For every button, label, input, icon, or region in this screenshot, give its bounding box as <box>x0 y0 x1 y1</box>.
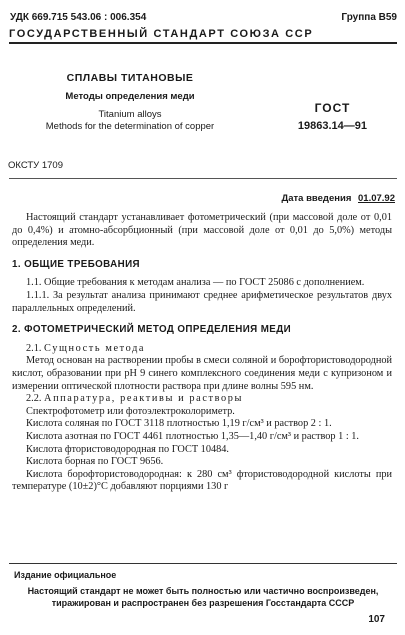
clause-2-1-number: 2.1. <box>26 342 42 354</box>
clause-2-2-heading <box>12 393 392 406</box>
page-number: 107 <box>368 614 385 625</box>
okstu-code: ОКСТУ 1709 <box>8 160 63 171</box>
section-1-heading: 1. ОБЩИЕ ТРЕБОВАНИЯ <box>12 258 140 270</box>
udk-code: УДК 669.715 543.06 : 006.354 <box>10 12 147 23</box>
section-2-heading: 2. ФОТОМЕТРИЧЕСКИЙ МЕТОД ОПРЕДЕЛЕНИЯ МЕДИ <box>12 324 292 336</box>
effective-date-value: 01.07.92 <box>358 193 395 204</box>
intro-paragraph: Настоящий стандарт устанавливает фотометрический (при массовой доле от 0,01 до 0,4%) и атомно-абсорбционный (при массовой доле от 0,01 до 5,0%) методы определения меди. <box>12 212 392 249</box>
document-subtitle: Методы определения меди <box>65 91 195 102</box>
reagent-item: Спектрофотометр или фотоэлектроколориметр. <box>26 405 235 417</box>
clause-1-1-1: 1.1.1. За результат анализа принимают среднее арифметическое результатов двух параллельных определений. <box>12 289 392 314</box>
document-title: СПЛАВЫ ТИТАНОВЫЕ <box>66 72 194 84</box>
clause-2-2-number: 2.2. <box>26 393 42 405</box>
title-block <box>30 72 230 132</box>
clause-2-1-text: Метод основан на растворении пробы в смеси соляной и борофтористоводородной кислот, образовании при рН 9 синего комплексного соединения меди с купризоном и измерении оптической плотности раствора при длине волны 595 нм. <box>12 355 392 392</box>
gost-designation <box>298 101 367 132</box>
effective-date-label: Дата введения <box>281 193 352 204</box>
reagent-item: Кислота соляная по ГОСТ 3118 плотностью 1,19 г/см³ и раствор 2 : 1. <box>26 418 332 430</box>
reagent-item: Кислота борная по ГОСТ 9656. <box>26 456 164 468</box>
reagent-item: Кислота борофтористоводородная: к 280 см³ фтористоводородной кислоты при температуре (10±2)°С добавляют порциями 130 г <box>12 468 392 493</box>
divider-rule <box>9 178 397 179</box>
english-title: Titanium alloys <box>98 109 162 120</box>
reagent-item: Кислота фтористоводородная по ГОСТ 10484. <box>26 443 229 455</box>
footer-rule <box>9 563 397 564</box>
document-body <box>12 212 392 494</box>
clause-2-1-title: Сущность метода <box>44 342 146 354</box>
header-rule <box>9 42 397 44</box>
english-subtitle: Methods for the determination of copper <box>45 121 215 132</box>
gost-number: 19863.14—91 <box>297 120 367 132</box>
copyright-note: Настоящий стандарт не может быть полностью или частично воспроизведен, тиражирован и распространен без разрешения Госстандарта СССР <box>27 586 379 608</box>
clause-2-2-title: Аппаратура, реактивы и растворы <box>44 393 244 405</box>
gost-label: ГОСТ <box>314 101 351 115</box>
gosstandart-banner: ГОСУДАРСТВЕННЫЙ СТАНДАРТ СОЮЗА ССР <box>9 28 314 40</box>
clause-1-1: 1.1. Общие требования к методам анализа — по ГОСТ 25086 с дополнением. <box>26 277 365 289</box>
clause-2-1-heading <box>12 343 392 356</box>
group-code: Группа В59 <box>341 12 397 23</box>
edition-label: Издание официальное <box>14 570 117 580</box>
reagent-item: Кислота азотная по ГОСТ 4461 плотностью 1,35—1,40 г/см³ и раствор 1 : 1. <box>26 430 360 442</box>
effective-date <box>281 193 395 204</box>
